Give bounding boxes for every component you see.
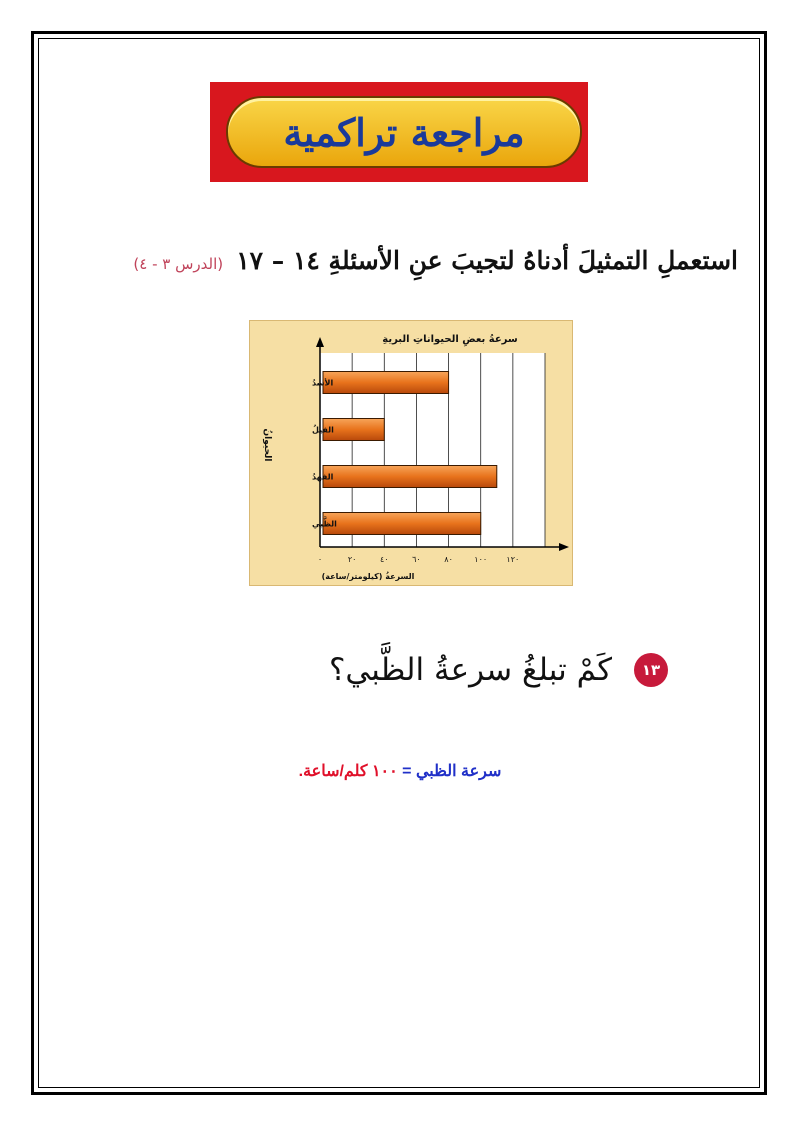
x-tick-label: ٠ bbox=[317, 555, 323, 564]
question-number-badge: ١٣ bbox=[634, 653, 668, 687]
x-tick-label: ٤٠ bbox=[379, 555, 389, 564]
question-13 bbox=[329, 652, 668, 688]
instruction-line bbox=[133, 246, 738, 275]
bar bbox=[323, 466, 497, 488]
x-axis-arrow bbox=[559, 543, 569, 551]
bar bbox=[323, 372, 449, 394]
chart-xlabel: السرعةُ (كيلومتر/ساعة) bbox=[321, 572, 415, 581]
lesson-reference: (الدرس ٣ - ٤) bbox=[133, 255, 224, 273]
question-text: كَمْ تبلغُ سرعةُ الظَّبي؟ bbox=[328, 652, 612, 688]
x-tick-label: ١٠٠ bbox=[474, 555, 488, 564]
y-axis-arrow bbox=[316, 337, 324, 347]
category-label: الأسدُ bbox=[312, 378, 334, 388]
banner-pill bbox=[226, 96, 582, 168]
x-tick-label: ٨٠ bbox=[444, 555, 453, 564]
answer-value: ١٠٠ كلم/ساعة. bbox=[298, 763, 398, 780]
instruction-text: استعملِ التمثيلَ أدناهُ لتجيبَ عنِ الأسئلةِ ١٤ – ١٧ bbox=[236, 246, 738, 275]
category-label: الفيلُ bbox=[312, 425, 334, 435]
chart-ylabel: الحيوانُ bbox=[262, 428, 272, 462]
category-label: الظَّبي bbox=[312, 519, 337, 529]
chart-svg bbox=[250, 321, 574, 587]
x-tick-label: ١٢٠ bbox=[506, 555, 520, 564]
x-tick-label: ٢٠ bbox=[347, 555, 357, 564]
answer-line bbox=[0, 761, 800, 781]
banner-title: مراجعة تراكمية bbox=[283, 109, 525, 155]
x-tick-label: ٦٠ bbox=[412, 555, 421, 564]
bar bbox=[323, 513, 481, 535]
chart-title: سرعةُ بعضِ الحيواناتِ البريةِ bbox=[382, 334, 518, 345]
category-label: الفهدُ bbox=[312, 472, 334, 482]
bar-chart bbox=[249, 320, 573, 586]
answer-label: سرعة الظبي = bbox=[397, 763, 502, 780]
